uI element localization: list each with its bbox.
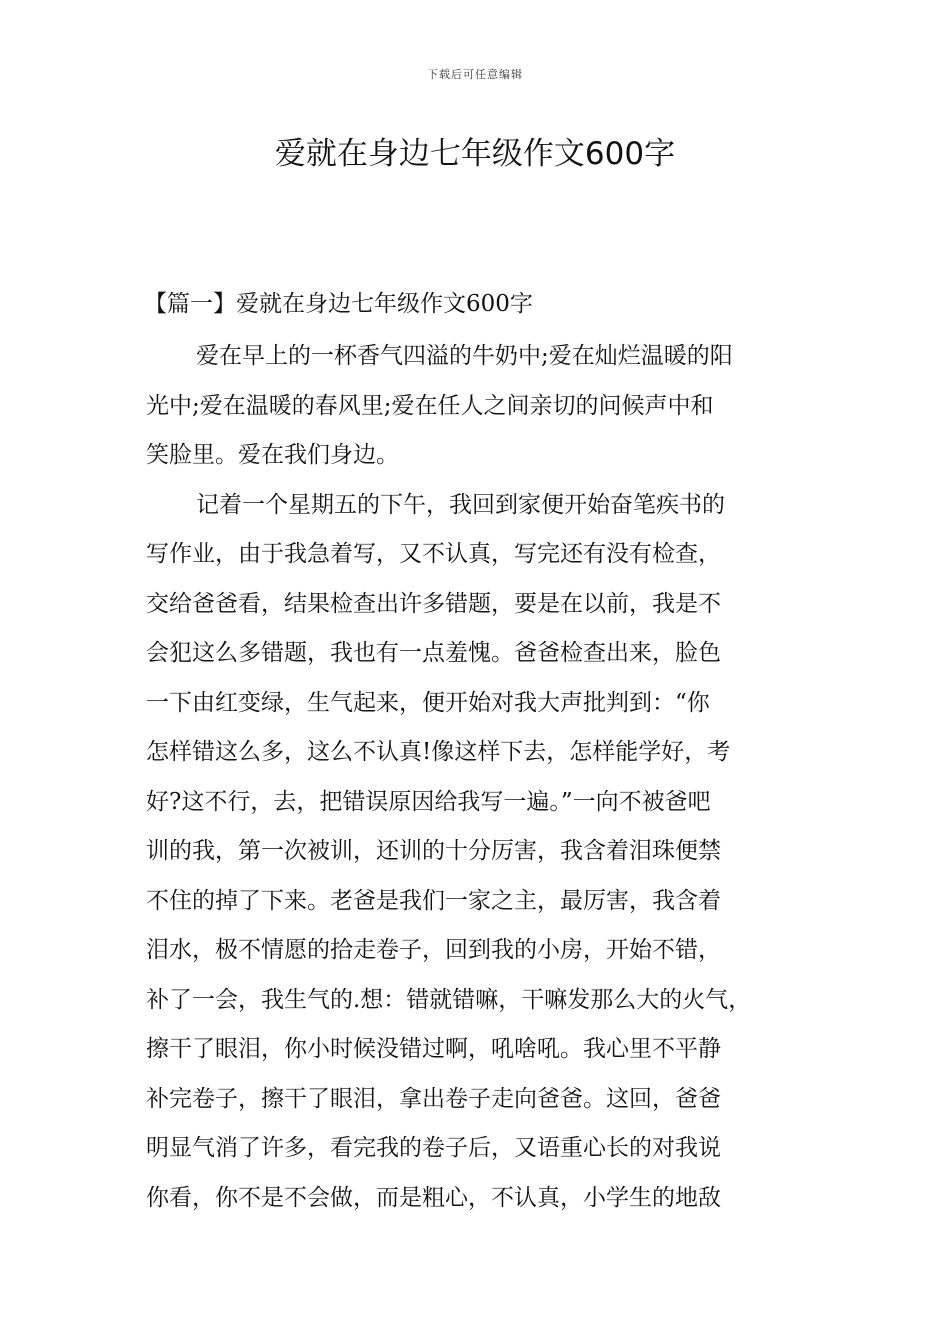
text-line: 不住的掉了下来。老爸是我们一家之主，最厉害，我含着 [146, 887, 721, 914]
text-line: 补了一会，我生气的.想：错就错嘛，干嘛发那么大的火气， [146, 986, 752, 1013]
text-line: 你看，你不是不会做，而是粗心，不认真，小学生的地敌 [146, 1184, 721, 1211]
section-heading: 【篇一】爱就在身边七年级作文600字 [144, 291, 533, 317]
document-title: 爱就在身边七年级作文600字 [274, 136, 676, 172]
text-line: 光中;爱在温暖的春风里;爱在任人之间亲切的问候声中和 [146, 392, 714, 419]
text-line: 训的我，第一次被训，还训的十分厉害，我含着泪珠便禁 [146, 838, 721, 864]
text-line: 笑脸里。爱在我们身边。 [146, 442, 399, 468]
text-line: 记着一个星期五的下午，我回到家便开始奋笔疾书的 [196, 491, 725, 518]
text-line: 补完卷子，擦干了眼泪，拿出卷子走向爸爸。这回，爸爸 [146, 1085, 721, 1112]
text-line: 一下由红变绿，生气起来，便开始对我大声批判到：“你 [146, 689, 710, 716]
text-line: 交给爸爸看，结果检查出许多错题，要是在以前，我是不 [146, 590, 721, 617]
text-line: 明显气消了许多，看完我的卷子后，又语重心长的对我说 [146, 1135, 721, 1161]
text-line: 爱在早上的一杯香气四溢的牛奶中;爱在灿烂温暖的阳 [196, 343, 733, 369]
text-line: 怎样错这么多，这么不认真!像这样下去，怎样能学好，考 [146, 739, 731, 765]
text-line: 擦干了眼泪，你小时候没错过啊，吼啥吼。我心里不平静 [146, 1036, 721, 1062]
text-line: 写作业，由于我急着写，又不认真，写完还有没有检查， [146, 541, 721, 567]
text-line: 泪水，极不情愿的拾走卷子，回到我的小房，开始不错， [146, 937, 721, 963]
text-line: 好?这不行，去，把错误原因给我写一遍。”一向不被爸吧 [146, 788, 711, 815]
header-note: 下载后可任意编辑 [427, 68, 523, 81]
essay-body [146, 332, 826, 1223]
text-line: 会犯这么多错题，我也有一点羞愧。爸爸检查出来，脸色 [146, 640, 721, 666]
